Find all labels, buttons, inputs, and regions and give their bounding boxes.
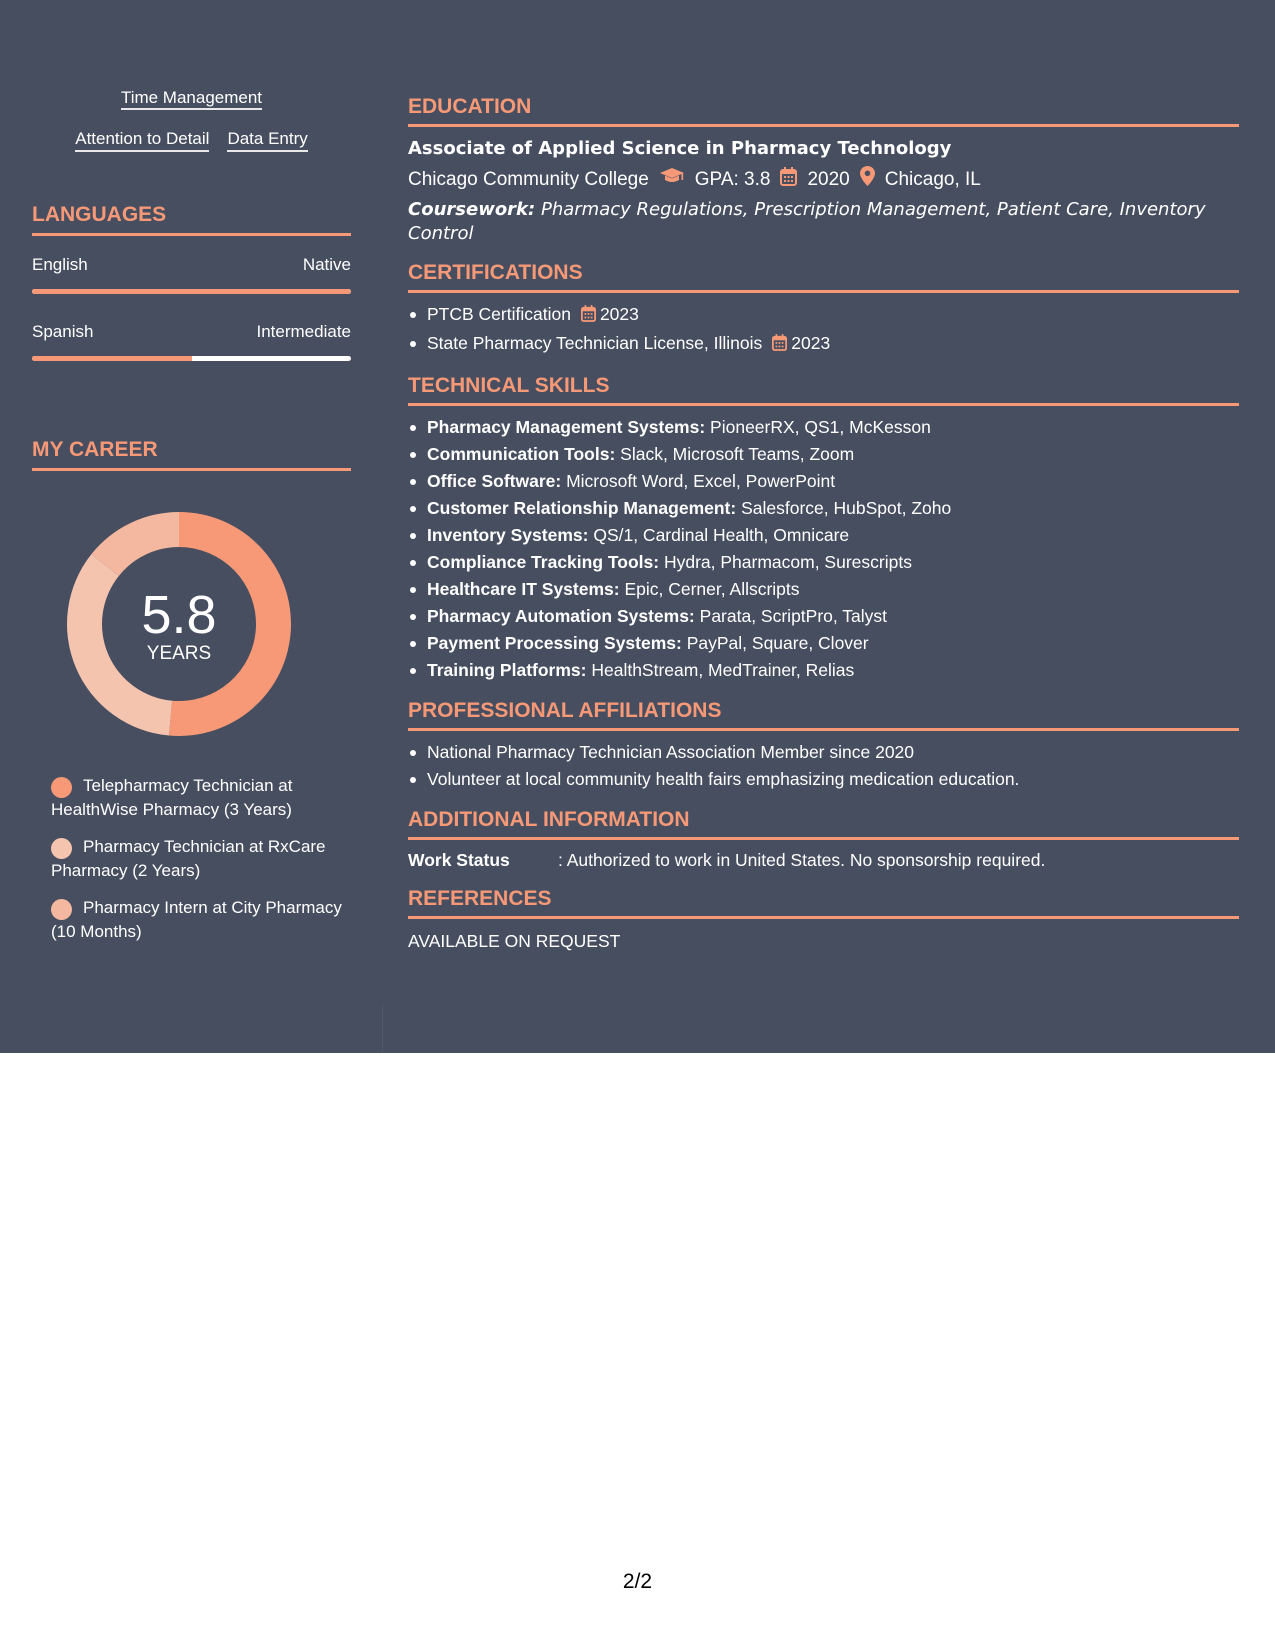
technical-skill-value: QS/1, Cardinal Health, Omnicare [593,525,850,545]
certification-year: 2023 [791,333,831,353]
skill-tag-row [32,88,351,109]
education-school: Chicago Community College [408,169,649,190]
technical-skill-label: Inventory Systems: [427,525,589,545]
work-status-label: Work Status [408,850,510,870]
language-name: English [32,255,88,274]
career-item [51,835,351,883]
additional-row [408,848,1239,872]
affiliation-item: Volunteer at local community health fairs emphasizing medication education. [408,766,1239,793]
career-item-text: Pharmacy Technician at RxCare Pharmacy (2 Years) [51,837,326,880]
calendar-icon [581,303,596,330]
career-total-value: 5.8 [141,585,217,645]
certifications-list [408,301,1239,359]
language-level: Intermediate [256,322,351,341]
certifications-title: CERTIFICATIONS [408,261,583,284]
technical-skill-item [408,414,1239,441]
technical-skill-item [408,549,1239,576]
right-column [408,94,1239,953]
education-year: 2020 [807,169,850,190]
left-column [32,88,351,957]
technical-skill-item [408,495,1239,522]
calendar-icon [772,332,787,359]
page-number: 2/2 [622,1570,653,1593]
language-item [32,255,351,294]
technical-skill-label: Pharmacy Management Systems: [427,417,706,437]
graduation-cap-icon [659,167,685,193]
section-rule [408,837,1239,840]
technical-skill-value: Slack, Microsoft Teams, Zoom [620,444,855,464]
education-location: Chicago, IL [884,169,981,190]
technical-skill-item [408,603,1239,630]
certification-item [408,301,1239,330]
column-divider [382,1005,383,1053]
additional-section [408,807,1239,872]
work-status-value: : Authorized to work in United States. No sponsorship required. [558,850,1046,870]
career-item [51,896,351,944]
technical-skill-value: PayPal, Square, Clover [686,633,869,653]
career-item-text: Pharmacy Intern at City Pharmacy (10 Months) [51,898,342,941]
career-dot-icon [51,899,72,920]
section-rule [408,403,1239,406]
technical-skills-title: TECHNICAL SKILLS [408,374,610,397]
education-meta [408,166,1239,194]
calendar-icon [780,167,797,194]
languages-title: LANGUAGES [32,203,167,226]
references-section [408,886,1239,953]
coursework-label: Coursework: [408,199,536,220]
technical-skill-item [408,468,1239,495]
certification-item [408,330,1239,359]
certifications-section [408,260,1239,359]
language-item [32,322,351,361]
technical-skill-label: Pharmacy Automation Systems: [427,606,695,626]
skills-tags [32,88,351,152]
affiliations-title: PROFESSIONAL AFFILIATIONS [408,699,722,722]
technical-skill-item [408,630,1239,657]
education-degree: Associate of Applied Science in Pharmacy Technology [408,138,952,159]
language-bar-fill [32,289,351,294]
certification-name: State Pharmacy Technician License, Illinois [427,333,763,353]
languages-section [32,202,351,361]
certification-name: PTCB Certification [427,304,571,324]
technical-skill-value: PioneerRX, QS1, McKesson [710,417,931,437]
section-rule [32,468,351,471]
section-rule [32,233,351,236]
skill-tag: Data Entry [227,129,307,152]
technical-skill-item [408,522,1239,549]
technical-skill-value: Epic, Cerner, Allscripts [624,579,800,599]
affiliation-item: National Pharmacy Technician Association Member since 2020 [408,739,1239,766]
donut-svg [66,509,296,739]
technical-skill-item [408,576,1239,603]
section-rule [408,290,1239,293]
technical-skills-section [408,373,1239,684]
technical-skill-label: Compliance Tracking Tools: [427,552,660,572]
career-title: MY CAREER [32,438,158,461]
section-rule [408,124,1239,127]
language-bar-fill [32,356,192,361]
section-rule [408,916,1239,919]
language-name: Spanish [32,322,94,341]
technical-skill-value: Hydra, Pharmacom, Surescripts [663,552,912,572]
career-section [32,437,351,944]
skill-tag: Time Management [121,88,262,110]
education-section [408,94,1239,246]
technical-skill-label: Training Platforms: [427,660,587,680]
language-bar [32,289,351,294]
career-total-unit: YEARS [146,643,212,664]
technical-skill-label: Healthcare IT Systems: [427,579,620,599]
technical-skill-item [408,441,1239,468]
technical-skill-value: HealthStream, MedTrainer, Relias [591,660,855,680]
location-pin-icon [860,166,875,194]
technical-skill-label: Office Software: [427,471,562,491]
technical-skill-value: Salesforce, HubSpot, Zoho [741,498,952,518]
career-dot-icon [51,838,72,859]
career-dot-icon [51,777,72,798]
language-level: Native [302,255,351,274]
career-item-text: Telepharmacy Technician at HealthWise Pharmacy (3 Years) [51,776,293,819]
education-gpa: GPA: 3.8 [694,169,771,190]
affiliations-list [408,739,1239,793]
technical-skill-label: Payment Processing Systems: [427,633,682,653]
skill-tag: Attention to Detail [75,129,209,152]
coursework-text: Pharmacy Regulations, Prescription Management, Patient Care, Inventory Control [408,199,1206,244]
education-title: EDUCATION [408,95,532,118]
education-coursework [408,198,1239,246]
language-bar [32,356,351,361]
career-item [51,774,351,822]
section-rule [408,728,1239,731]
references-text: AVAILABLE ON REQUEST [408,931,621,951]
career-list [32,774,351,944]
technical-skill-label: Customer Relationship Management: [427,498,737,518]
certification-year: 2023 [599,304,639,324]
references-title: REFERENCES [408,887,552,910]
affiliations-section [408,698,1239,793]
technical-skill-value: Parata, ScriptPro, Talyst [699,606,888,626]
technical-skill-item [408,657,1239,684]
technical-skill-value: Microsoft Word, Excel, PowerPoint [566,471,836,491]
additional-title: ADDITIONAL INFORMATION [408,808,690,831]
career-donut-chart [32,509,351,739]
technical-skills-list [408,414,1239,684]
technical-skill-label: Communication Tools: [427,444,616,464]
